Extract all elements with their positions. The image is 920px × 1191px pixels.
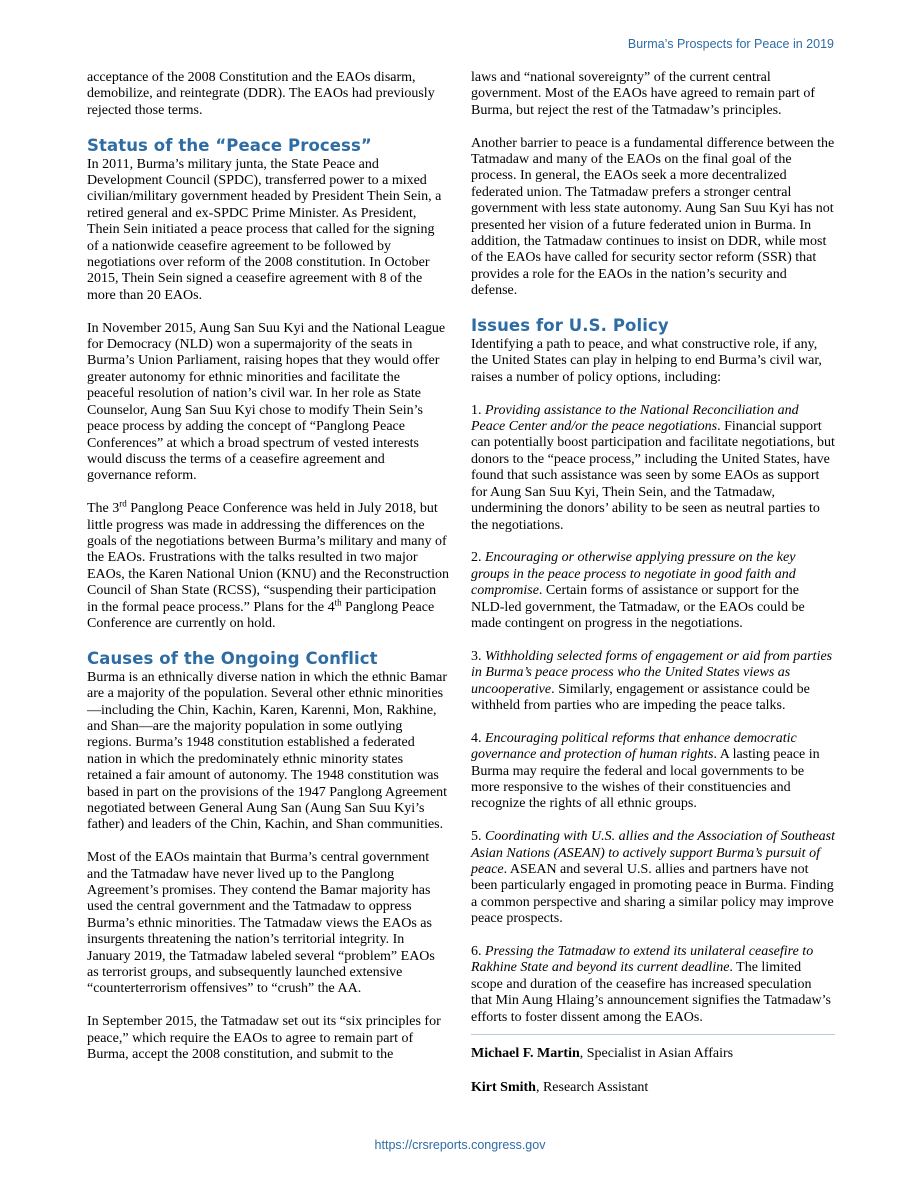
policy-option-4 <box>471 731 835 813</box>
policy-option-5 <box>471 829 835 927</box>
superscript: th <box>334 596 342 607</box>
option-text: . A lasting peace in Burma may require the federal and local governments to be more responsive to the wishes of their constituencies and recognize the rights of all ethnic groups. <box>471 747 820 812</box>
paragraph: Burma is an ethnically diverse nation in which the ethnic Bamar are a majority of the population. Several other ethnic minorities—including the Chin, Kachin, Karen, Karenni, Mon, Rakhine, and Shan—are the majority population in some outlying regions. Burma’s 1948 constitution established a federated nation in which the predominately ethnic minority states retained a fair amount of autonomy. The 1948 constitution was based in part on the provisions of the 1947 Panglong Agreement negotiated between General Aung San (Aung San Suu Kyi’s father) and leaders of the Chin, Kachin, and Shan communities. <box>87 669 448 833</box>
author-line <box>471 1045 835 1063</box>
option-number: 1. <box>471 402 485 418</box>
option-number: 5. <box>471 829 485 845</box>
option-number: 2. <box>471 550 485 566</box>
text-run: Panglong Peace Conference are currently on hold. <box>87 599 435 631</box>
text-run: The 3 <box>87 501 120 517</box>
option-title: Encouraging political reforms that enhance democratic governance and protection of human rights <box>471 730 797 763</box>
option-text: . Similarly, engagement or assistance could be withheld from parties who are impeding the peace talks. <box>471 681 810 713</box>
option-number: 3. <box>471 648 485 664</box>
paragraph: acceptance of the 2008 Constitution and the EAOs disarm, demobilize, and reintegrate (DDR). The EAOs had previously rejected those terms. <box>87 70 435 118</box>
author-divider <box>471 1034 835 1035</box>
author-name: Michael F. Martin <box>471 1046 580 1062</box>
option-title: Coordinating with U.S. allies and the Association of Southeast Asian Nations (ASEAN) to actively support Burma’s pursuit of peace <box>471 829 836 877</box>
left-column <box>87 70 449 1063</box>
paragraph: Another barrier to peace is a fundamental difference between the Tatmadaw and many of the EAOs on the final goal of the process. In general, the EAOs seek a more decentralized federated union. The Tatmadaw prefers a stronger central government with less state autonomy. Aung San Suu Kyi has not presented her vision of a future federated union in Burma. In addition, the Tatmadaw continues to insist on DDR, while most of the EAOs have called for security sector reform (SSR) that provides a role for the EAOs in the nation’s security and defense. <box>471 135 835 299</box>
superscript: rd <box>119 498 127 509</box>
author-role: , Specialist in Asian Affairs <box>579 1046 734 1062</box>
author-line <box>471 1079 835 1097</box>
option-text: . The limited scope and duration of the ceasefire has increased speculation that Min Aung Hlaing’s announcement signifies the Tatmadaw’s efforts to foster dissent among the EAOs. <box>471 960 831 1025</box>
paragraph <box>87 498 449 632</box>
option-text: . ASEAN and several U.S. allies and partners have not been particularly engaged in promoting peace in Burma. Finding a common perspective and sharing a similar policy may improve peace prospects. <box>471 861 834 927</box>
option-number: 6. <box>471 944 485 959</box>
option-title: Encouraging or otherwise applying pressure on the key groups in the peace process to negotiate in good faith and compromise <box>471 550 796 599</box>
paragraph: Most of the EAOs maintain that Burma’s central government and the Tatmadaw have never lived up to the Panglong Agreement’s promises. They contend the Bamar majority has used the central government and the Tatmadaw to oppress Burma’s ethnic minorities. The Tatmadaw views the EAOs as insurgents threatening the nation’s territorial integrity. In January 2019, the Tatmadaw labeled several “problem” EAOs as terrorist groups, and subsequently launched extensive “counterterrorism offensives” to “crush” the AA. <box>87 850 435 997</box>
option-title: Providing assistance to the National Reconciliation and Peace Center and/or the peace negotiations <box>471 402 799 435</box>
section-heading-causes: Causes of the Ongoing Conflict <box>87 648 378 668</box>
right-column <box>471 70 835 1114</box>
section-heading-status: Status of the “Peace Process” <box>87 135 372 155</box>
footer-url[interactable]: https://crsreports.congress.gov <box>374 1138 546 1152</box>
option-text: . Financial support can potentially boost participation and facilitate negotiations, but donors to the “peace process,” including the United States, have found that such assistance was seen by some EAOs as support for Aung San Suu Kyi, Thein Sein, and the Tatmadaw, undermining the donors’ ability to be seen as neutral parties to the negotiations. <box>471 419 835 533</box>
paragraph: In November 2015, Aung San Suu Kyi and the National League for Democracy (NLD) won a supermajority of the seats in Burma’s Union Parliament, raising hopes that they would offer greater autonomy for ethnic minorities and facilitate the peaceful resolution of nation’s civil war. In her role as State Counselor, Aung San Suu Kyi chose to modify Thein Sein’s peace process by adding the concept of “Panglong Peace Conferences” at which a broad spectrum of vested interests would discuss the terms of a ceasefire agreement and governance reform. <box>87 320 446 484</box>
policy-option-3 <box>471 649 835 715</box>
option-title: Withholding selected forms of engagement or aid from parties in Burma’s peace process who the United States views as uncooperative <box>471 648 833 697</box>
policy-option-2 <box>471 550 835 632</box>
running-header: Burma’s Prospects for Peace in 2019 <box>627 37 834 51</box>
text-run: Panglong Peace Conference was held in July 2018, but little progress was made in addressing the differences on the goals of the negotiations between Burma’s military and many of the EAOs. Frustrations with the talks resulted in two major EAOs, the Karen National Union (KNU) and the Reconstruction Council of Shan State (RCSS), “suspending their participation in the formal peace process.” Plans for the 4 <box>87 501 449 615</box>
author-role: , Research Assistant <box>535 1080 649 1096</box>
paragraph: In 2011, Burma’s military junta, the State Peace and Development Council (SPDC), transferred power to a mixed civilian/military government headed by President Thein Sein, a retired general and ex-SPDC Prime Minister. As President, Thein Sein initiated a peace process that called for the signing of a nationwide ceasefire agreement to be followed by negotiations over reform of the 2008 constitution. In October 2015, Thein Sein signed a ceasefire agreement with 8 of the more than 20 EAOs. <box>87 156 442 303</box>
policy-option-6 <box>471 944 835 1026</box>
paragraph: Identifying a path to peace, and what constructive role, if any, the United States can play in helping to end Burma’s civil war, raises a number of policy options, including: <box>471 337 822 385</box>
paragraph: In September 2015, the Tatmadaw set out its “six principles for peace,” which require the EAOs to agree to remain part of Burma, accept the 2008 constitution, and submit to the <box>87 1014 441 1063</box>
paragraph: laws and “national sovereignty” of the current central government. Most of the EAOs have agreed to remain part of Burma, but reject the rest of the Tatmadaw’s principles. <box>471 70 816 118</box>
policy-option-1 <box>471 403 835 534</box>
section-heading-issues: Issues for U.S. Policy <box>471 316 669 336</box>
author-name: Kirt Smith <box>471 1080 536 1096</box>
option-title: Pressing the Tatmadaw to extend its unilateral ceasefire to Rakhine State and beyond its current deadline <box>471 944 814 976</box>
option-number: 4. <box>471 730 485 746</box>
option-text: . Certain forms of assistance or support for the NLD-led government, the Tatmadaw, or the EAOs could be made contingent on progress in the negotiations. <box>471 583 805 631</box>
